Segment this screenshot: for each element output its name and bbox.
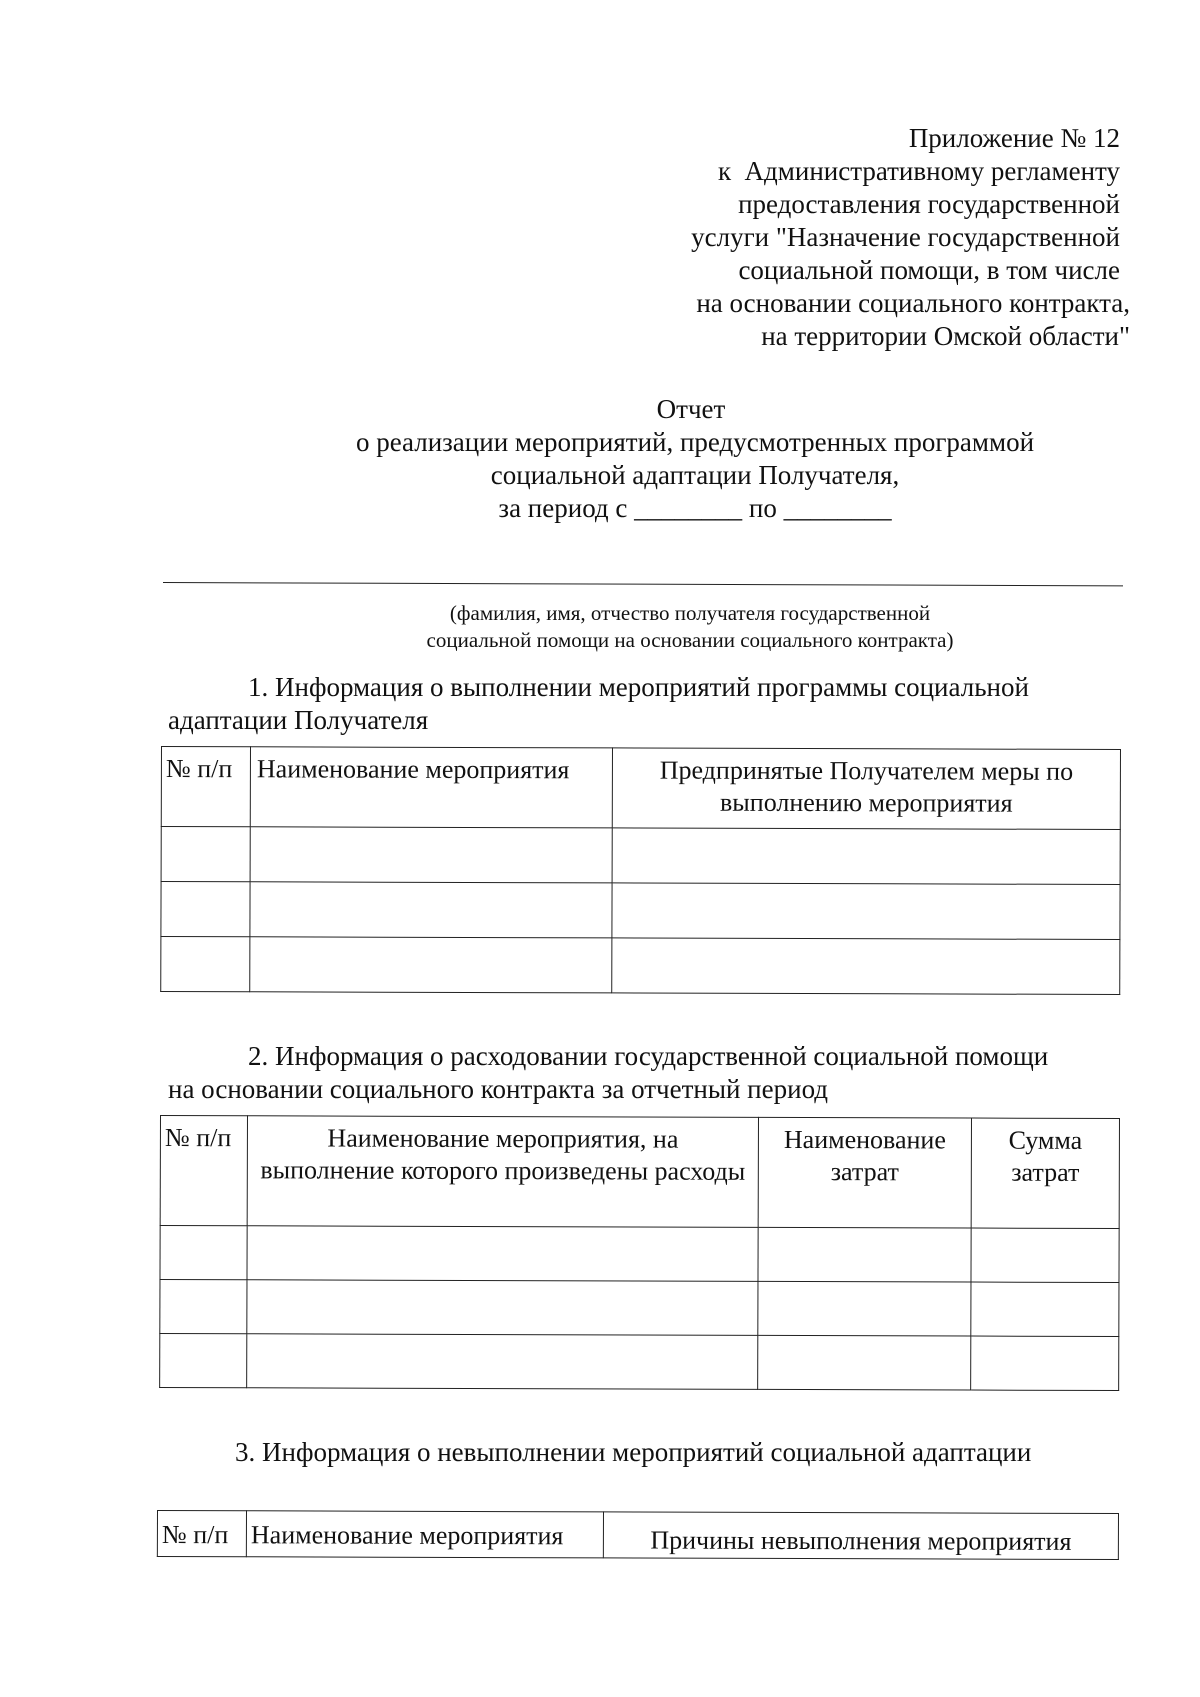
report-subtitle: социальной адаптации Получателя, (490, 460, 900, 490)
table-cell[interactable] (971, 1228, 1119, 1282)
section-heading-line: на основании социального контракта за отчетный период (168, 1074, 829, 1104)
table-cell[interactable] (250, 827, 612, 883)
appendix-line: на территории Омской области" (761, 321, 1130, 351)
section1-heading (168, 671, 1123, 737)
recipient-name-line[interactable] (163, 582, 1123, 586)
table-cell[interactable] (612, 828, 1120, 885)
table-cell[interactable] (250, 937, 612, 993)
section1-table (160, 746, 1121, 995)
column-header-activity: Наименование мероприятия (246, 1511, 603, 1558)
table-cell[interactable] (612, 883, 1120, 940)
recipient-name-caption (340, 600, 1040, 654)
table-cell[interactable] (612, 938, 1120, 995)
table-cell[interactable] (161, 937, 250, 992)
table-cell[interactable] (758, 1281, 971, 1336)
report-title: Отчет (656, 394, 726, 424)
section-heading-line: 1. Информация о выполнении мероприятий программы социальной (248, 672, 1029, 702)
table-row (161, 882, 1120, 940)
column-header-number: № п/п (157, 1511, 246, 1557)
appendix-line: предоставления государственной (738, 189, 1120, 219)
appendix-line: к Административному регламенту (717, 156, 1120, 186)
column-header-activity: Наименование мероприятия (250, 747, 612, 828)
column-header-measures: Предпринятые Получателем меры по выполнению мероприятия (612, 748, 1120, 830)
table-row (160, 1280, 1119, 1337)
table-cell[interactable] (250, 882, 612, 938)
table-cell[interactable] (161, 882, 250, 937)
section2-heading (168, 1040, 1123, 1106)
appendix-line: услуги "Назначение государственной (691, 222, 1120, 252)
table-cell[interactable] (247, 1280, 758, 1336)
section-heading-line: 2. Информация о расходовании государственной социальной помощи (248, 1041, 1049, 1071)
appendix-line: социальной помощи, в том числе (738, 255, 1120, 285)
caption-line: (фамилия, имя, отчество получателя государственной (449, 601, 931, 625)
section3-table (157, 1510, 1119, 1560)
appendix-header (560, 122, 1130, 353)
caption-line: социальной помощи на основании социального контракта) (426, 628, 954, 652)
table-row (161, 937, 1120, 995)
column-header-activity: Наименование мероприятия, на выполнение которого произведены расходы (247, 1116, 758, 1228)
column-header-expense-sum: Сумма затрат (971, 1118, 1119, 1228)
appendix-line: на основании социального контракта, (696, 288, 1130, 318)
table-cell[interactable] (160, 1280, 247, 1334)
table-cell[interactable] (971, 1336, 1119, 1390)
section-heading-line: 3. Информация о невыполнении мероприятий социальной адаптации (235, 1437, 1032, 1467)
report-period: за период с ________ по ________ (498, 493, 892, 523)
column-header-number: № п/п (161, 747, 250, 827)
section2-table (159, 1115, 1120, 1391)
table-cell[interactable] (971, 1282, 1119, 1336)
table-cell[interactable] (160, 1334, 247, 1388)
column-header-number: № п/п (160, 1116, 247, 1226)
report-subtitle: о реализации мероприятий, предусмотренных программой (355, 427, 1035, 457)
table-cell[interactable] (160, 1226, 247, 1280)
section-heading-line: адаптации Получателя (168, 705, 429, 735)
table-header-row (160, 1116, 1119, 1229)
column-header-expense-name: Наименование затрат (758, 1117, 971, 1228)
table-header-row (161, 747, 1120, 830)
appendix-line: Приложение № 12 (908, 123, 1120, 153)
table-cell[interactable] (247, 1334, 758, 1390)
report-title-block (160, 393, 1200, 525)
table-cell[interactable] (758, 1335, 971, 1390)
table-cell[interactable] (161, 827, 250, 882)
table-row (161, 827, 1120, 885)
table-row (160, 1226, 1119, 1283)
table-cell[interactable] (758, 1227, 971, 1282)
table-header-row (157, 1511, 1118, 1560)
table-row (160, 1334, 1119, 1391)
section3-heading (235, 1436, 1135, 1469)
column-header-reasons: Причины невыполнения мероприятия (603, 1512, 1118, 1560)
table-cell[interactable] (247, 1226, 758, 1282)
